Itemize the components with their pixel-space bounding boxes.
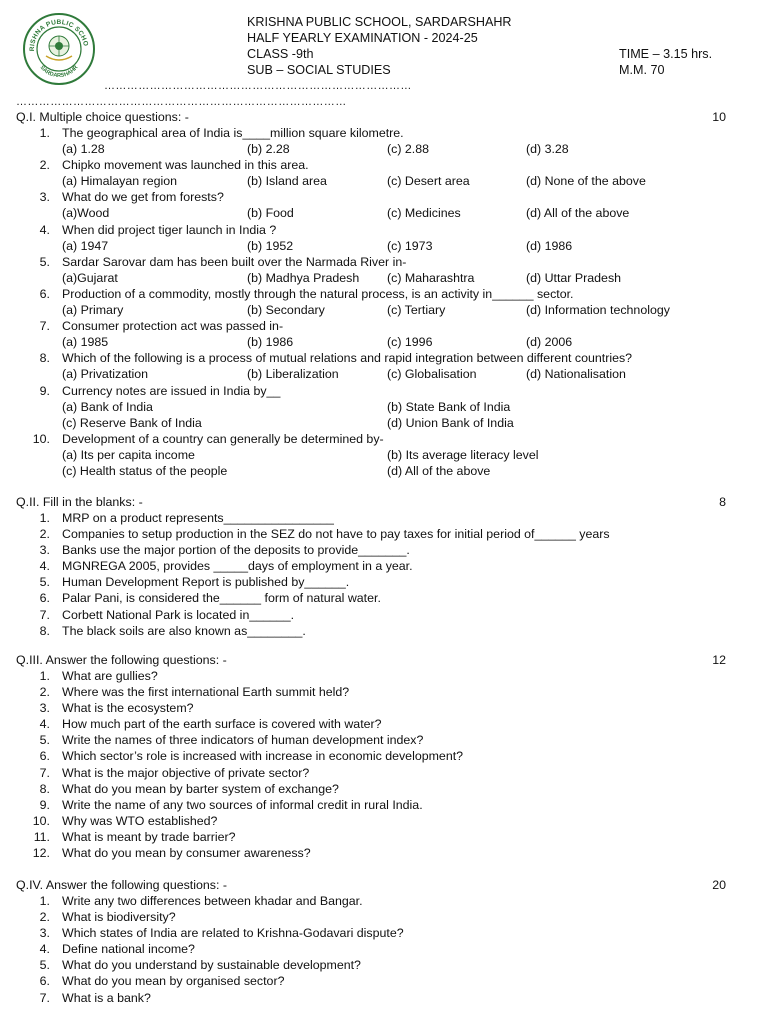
- question-row: [16, 350, 730, 366]
- list-item: [16, 845, 730, 861]
- item-text: Define national income?: [62, 942, 195, 957]
- item-number: 3.: [39, 701, 50, 716]
- item-text: MRP on a product represents________________: [62, 511, 334, 525]
- question-number: 7.: [39, 319, 50, 334]
- exam-meta: [619, 46, 712, 78]
- logo-text-top: RISHNA PUBLIC SCHO: [28, 18, 89, 52]
- item-text: Which sector’s role is increased with increase in economic development?: [62, 749, 464, 764]
- list-item: [16, 558, 730, 574]
- option: (c) 1973: [387, 238, 433, 253]
- option: (c) Globalisation: [387, 367, 477, 382]
- section-marks: 20: [712, 878, 726, 892]
- option: (d) Nationalisation: [526, 367, 626, 382]
- section-fill-blanks: [16, 494, 730, 639]
- item-text: Why was WTO established?: [62, 813, 218, 828]
- list-item: [16, 607, 730, 623]
- option: (b) 1986: [247, 335, 294, 350]
- class-label: CLASS -9th: [247, 47, 314, 61]
- option: (d) 3.28: [526, 142, 569, 157]
- item-text: What do you mean by organised sector?: [62, 974, 285, 989]
- question-number: 10.: [32, 431, 50, 446]
- item-text: What is the ecosystem?: [62, 701, 194, 716]
- list-item: [16, 973, 730, 989]
- option: (c) Desert area: [387, 174, 470, 189]
- question-text: What do we get from forests?: [62, 190, 224, 205]
- item-number: 4.: [39, 559, 50, 574]
- options-row: [16, 415, 730, 431]
- item-number: 5.: [39, 733, 50, 748]
- item-number: 1.: [39, 894, 50, 908]
- list-item: [16, 909, 730, 925]
- item-text: What is the major objective of private sector?: [62, 765, 310, 780]
- item-text: MGNREGA 2005, provides _____days of employment in a year.: [62, 559, 413, 574]
- item-text: Write the names of three indicators of human development index?: [62, 733, 424, 748]
- list-item: [16, 526, 730, 542]
- question-row: [16, 254, 730, 270]
- option: (a) 1.28: [62, 142, 105, 157]
- item-number: 1.: [39, 511, 50, 525]
- list-item: [16, 510, 730, 526]
- item-number: 8.: [39, 781, 50, 796]
- option: (a) 1985: [62, 335, 109, 350]
- option: (a) Himalayan region: [62, 174, 178, 189]
- question-text: When did project tiger launch in India ?: [62, 222, 277, 237]
- max-marks-label: M.M. 70: [619, 63, 665, 77]
- item-text: Write the name of any two sources of informal credit in rural India.: [62, 797, 423, 812]
- item-number: 4.: [39, 717, 50, 732]
- list-item: [16, 590, 730, 606]
- options-row: [16, 205, 730, 221]
- dotted-line: ……………………………………………………………………………: [16, 96, 347, 108]
- section-mcq: [16, 109, 730, 479]
- question-row: [16, 431, 730, 447]
- option: (b) Madhya Pradesh: [247, 270, 360, 285]
- item-number: 2.: [39, 527, 50, 542]
- item-text: The black soils are also known as________.: [62, 623, 306, 638]
- options-row: [16, 238, 730, 254]
- option: (c) Reserve Bank of India: [62, 415, 202, 430]
- item-number: 7.: [39, 765, 50, 780]
- subject-label: SUB – SOCIAL STUDIES: [247, 63, 391, 77]
- options-row: [16, 334, 730, 350]
- question-number: 3.: [39, 190, 50, 205]
- options-row: [16, 302, 730, 318]
- question-number: 9.: [39, 383, 50, 398]
- options-row: [16, 463, 730, 479]
- question-text: Which of the following is a process of mutual relations and rapid integration between different countries?: [62, 351, 633, 366]
- option: (a) Its per capita income: [62, 447, 195, 462]
- list-item: [16, 957, 730, 973]
- list-item: [16, 781, 730, 797]
- section-answers: [16, 877, 730, 1006]
- list-item: [16, 829, 730, 845]
- question-row: [16, 125, 730, 141]
- option: (a)Gujarat: [62, 270, 118, 285]
- item-text: Companies to setup production in the SEZ do not have to pay taxes for initial period of______ years: [62, 527, 610, 542]
- question-row: [16, 383, 730, 399]
- item-text: What is biodiversity?: [62, 910, 176, 925]
- time-label: TIME – 3.15 hrs.: [619, 47, 713, 61]
- item-number: 1.: [39, 669, 50, 683]
- item-number: 3.: [39, 543, 50, 558]
- list-item: [16, 668, 730, 684]
- section-title: Q.III. Answer the following questions: -: [16, 653, 227, 667]
- list-item: [16, 542, 730, 558]
- options-row: [16, 141, 730, 157]
- question-text: Consumer protection act was passed in-: [62, 319, 284, 334]
- option: (a) Bank of India: [62, 399, 153, 414]
- item-text: Palar Pani, is considered the______ form of natural water.: [62, 591, 381, 606]
- section-marks: 8: [719, 495, 726, 509]
- section-title: Q.II. Fill in the blanks: -: [16, 495, 143, 509]
- item-number: 2.: [39, 910, 50, 925]
- question-number: 5.: [39, 254, 50, 269]
- item-number: 6.: [39, 974, 50, 989]
- item-text: Write any two differences between khadar and Bangar.: [62, 894, 363, 908]
- option: (d) 2006: [526, 335, 573, 350]
- question-number: 1.: [39, 126, 50, 140]
- school-name: KRISHNA PUBLIC SCHOOL, SARDARSHAHR: [247, 15, 512, 29]
- item-text: Banks use the major portion of the deposits to provide_______.: [62, 543, 410, 558]
- option: (d) Uttar Pradesh: [526, 270, 622, 285]
- item-number: 6.: [39, 749, 50, 764]
- logo-text-bottom: SARDARSHAHR: [38, 64, 80, 79]
- item-text: What are gullies?: [62, 669, 158, 683]
- section-short-answers: [16, 652, 730, 861]
- option: (d) 1986: [526, 238, 573, 253]
- section-heading: [16, 652, 730, 668]
- option: (c) 1996: [387, 335, 433, 350]
- exam-header: [247, 14, 512, 78]
- item-number: 7.: [39, 990, 50, 1005]
- question-row: [16, 189, 730, 205]
- option: (b) Secondary: [247, 303, 325, 318]
- question-number: 4.: [39, 222, 50, 237]
- question-text: Development of a country can generally be determined by-: [62, 431, 384, 446]
- option: (c) Tertiary: [387, 303, 446, 318]
- list-item: [16, 700, 730, 716]
- option: (b) Liberalization: [247, 367, 339, 382]
- question-text: Production of a commodity, mostly through the natural process, is an activity in______ sector.: [62, 286, 574, 301]
- list-item: [16, 925, 730, 941]
- section-heading: [16, 494, 730, 510]
- option: (b) State Bank of India: [387, 399, 511, 414]
- item-number: 5.: [39, 958, 50, 973]
- question-row: [16, 318, 730, 334]
- options-row: [16, 173, 730, 189]
- list-item: [16, 765, 730, 781]
- dotted-line: ………………………………………………………………………: [104, 80, 412, 92]
- question-text: The geographical area of India is____million square kilometre.: [62, 126, 404, 140]
- item-number: 4.: [39, 942, 50, 957]
- question-row: [16, 286, 730, 302]
- option: (b) 2.28: [247, 142, 290, 157]
- options-row: [16, 366, 730, 382]
- section-heading: [16, 109, 730, 125]
- list-item: [16, 623, 730, 639]
- list-item: [16, 990, 730, 1006]
- item-text: Human Development Report is published by______.: [62, 575, 350, 590]
- option: (b) Island area: [247, 174, 327, 189]
- item-number: 6.: [39, 591, 50, 606]
- item-text: What is meant by trade barrier?: [62, 829, 236, 844]
- option: (c) Medicines: [387, 206, 461, 221]
- item-text: Which states of India are related to Krishna-Godavari dispute?: [62, 926, 404, 941]
- question-row: [16, 157, 730, 173]
- exam-title: HALF YEARLY EXAMINATION - 2024-25: [247, 31, 478, 45]
- option: (d) All of the above: [526, 206, 630, 221]
- item-number: 8.: [39, 623, 50, 638]
- option: (b) 1952: [247, 238, 294, 253]
- option: (c) Health status of the people: [62, 463, 228, 478]
- option: (a)Wood: [62, 206, 110, 221]
- school-logo: [22, 12, 96, 86]
- section-marks: 10: [712, 110, 726, 124]
- list-item: [16, 732, 730, 748]
- item-number: 11.: [33, 829, 50, 844]
- question-number: 8.: [39, 351, 50, 366]
- options-row: [16, 270, 730, 286]
- option: (d) Information technology: [526, 303, 670, 318]
- option: (d) None of the above: [526, 174, 646, 189]
- section-title: Q.I. Multiple choice questions: -: [16, 110, 189, 124]
- item-text: What do you mean by consumer awareness?: [62, 846, 311, 861]
- item-text: Where was the first international Earth summit held?: [62, 685, 350, 700]
- option: (c) 2.88: [387, 142, 430, 157]
- item-number: 12.: [32, 846, 50, 861]
- section-marks: 12: [712, 653, 726, 667]
- item-number: 5.: [39, 575, 50, 590]
- list-item: [16, 684, 730, 700]
- item-number: 3.: [39, 926, 50, 941]
- option: (c) Maharashtra: [387, 270, 475, 285]
- option: (a) Primary: [62, 303, 124, 318]
- question-row: [16, 222, 730, 238]
- list-item: [16, 893, 730, 909]
- item-number: 9.: [39, 797, 50, 812]
- item-text: How much part of the earth surface is covered with water?: [62, 717, 382, 732]
- option: (d) All of the above: [387, 463, 491, 478]
- section-heading: [16, 877, 730, 893]
- question-number: 2.: [39, 158, 50, 173]
- item-text: What do you mean by barter system of exchange?: [62, 781, 339, 796]
- list-item: [16, 748, 730, 764]
- option: (a) 1947: [62, 238, 109, 253]
- list-item: [16, 797, 730, 813]
- options-row: [16, 447, 730, 463]
- list-item: [16, 813, 730, 829]
- question-text: Chipko movement was launched in this area.: [62, 158, 309, 173]
- list-item: [16, 574, 730, 590]
- list-item: [16, 941, 730, 957]
- item-number: 2.: [39, 685, 50, 700]
- option: (a) Privatization: [62, 367, 149, 382]
- section-title: Q.IV. Answer the following questions: -: [16, 878, 227, 892]
- question-number: 6.: [39, 286, 50, 301]
- list-item: [16, 716, 730, 732]
- options-row: [16, 399, 730, 415]
- option: (b) Its average literacy level: [387, 447, 539, 462]
- question-text: Currency notes are issued in India by__: [62, 383, 281, 398]
- item-number: 7.: [39, 607, 50, 622]
- question-text: Sardar Sarovar dam has been built over the Narmada River in-: [62, 254, 407, 269]
- option: (b) Food: [247, 206, 294, 221]
- item-text: What is a bank?: [62, 990, 151, 1005]
- option: (d) Union Bank of India: [387, 415, 514, 430]
- item-text: Corbett National Park is located in______.: [62, 607, 295, 622]
- item-number: 10.: [32, 813, 50, 828]
- item-text: What do you understand by sustainable development?: [62, 958, 361, 973]
